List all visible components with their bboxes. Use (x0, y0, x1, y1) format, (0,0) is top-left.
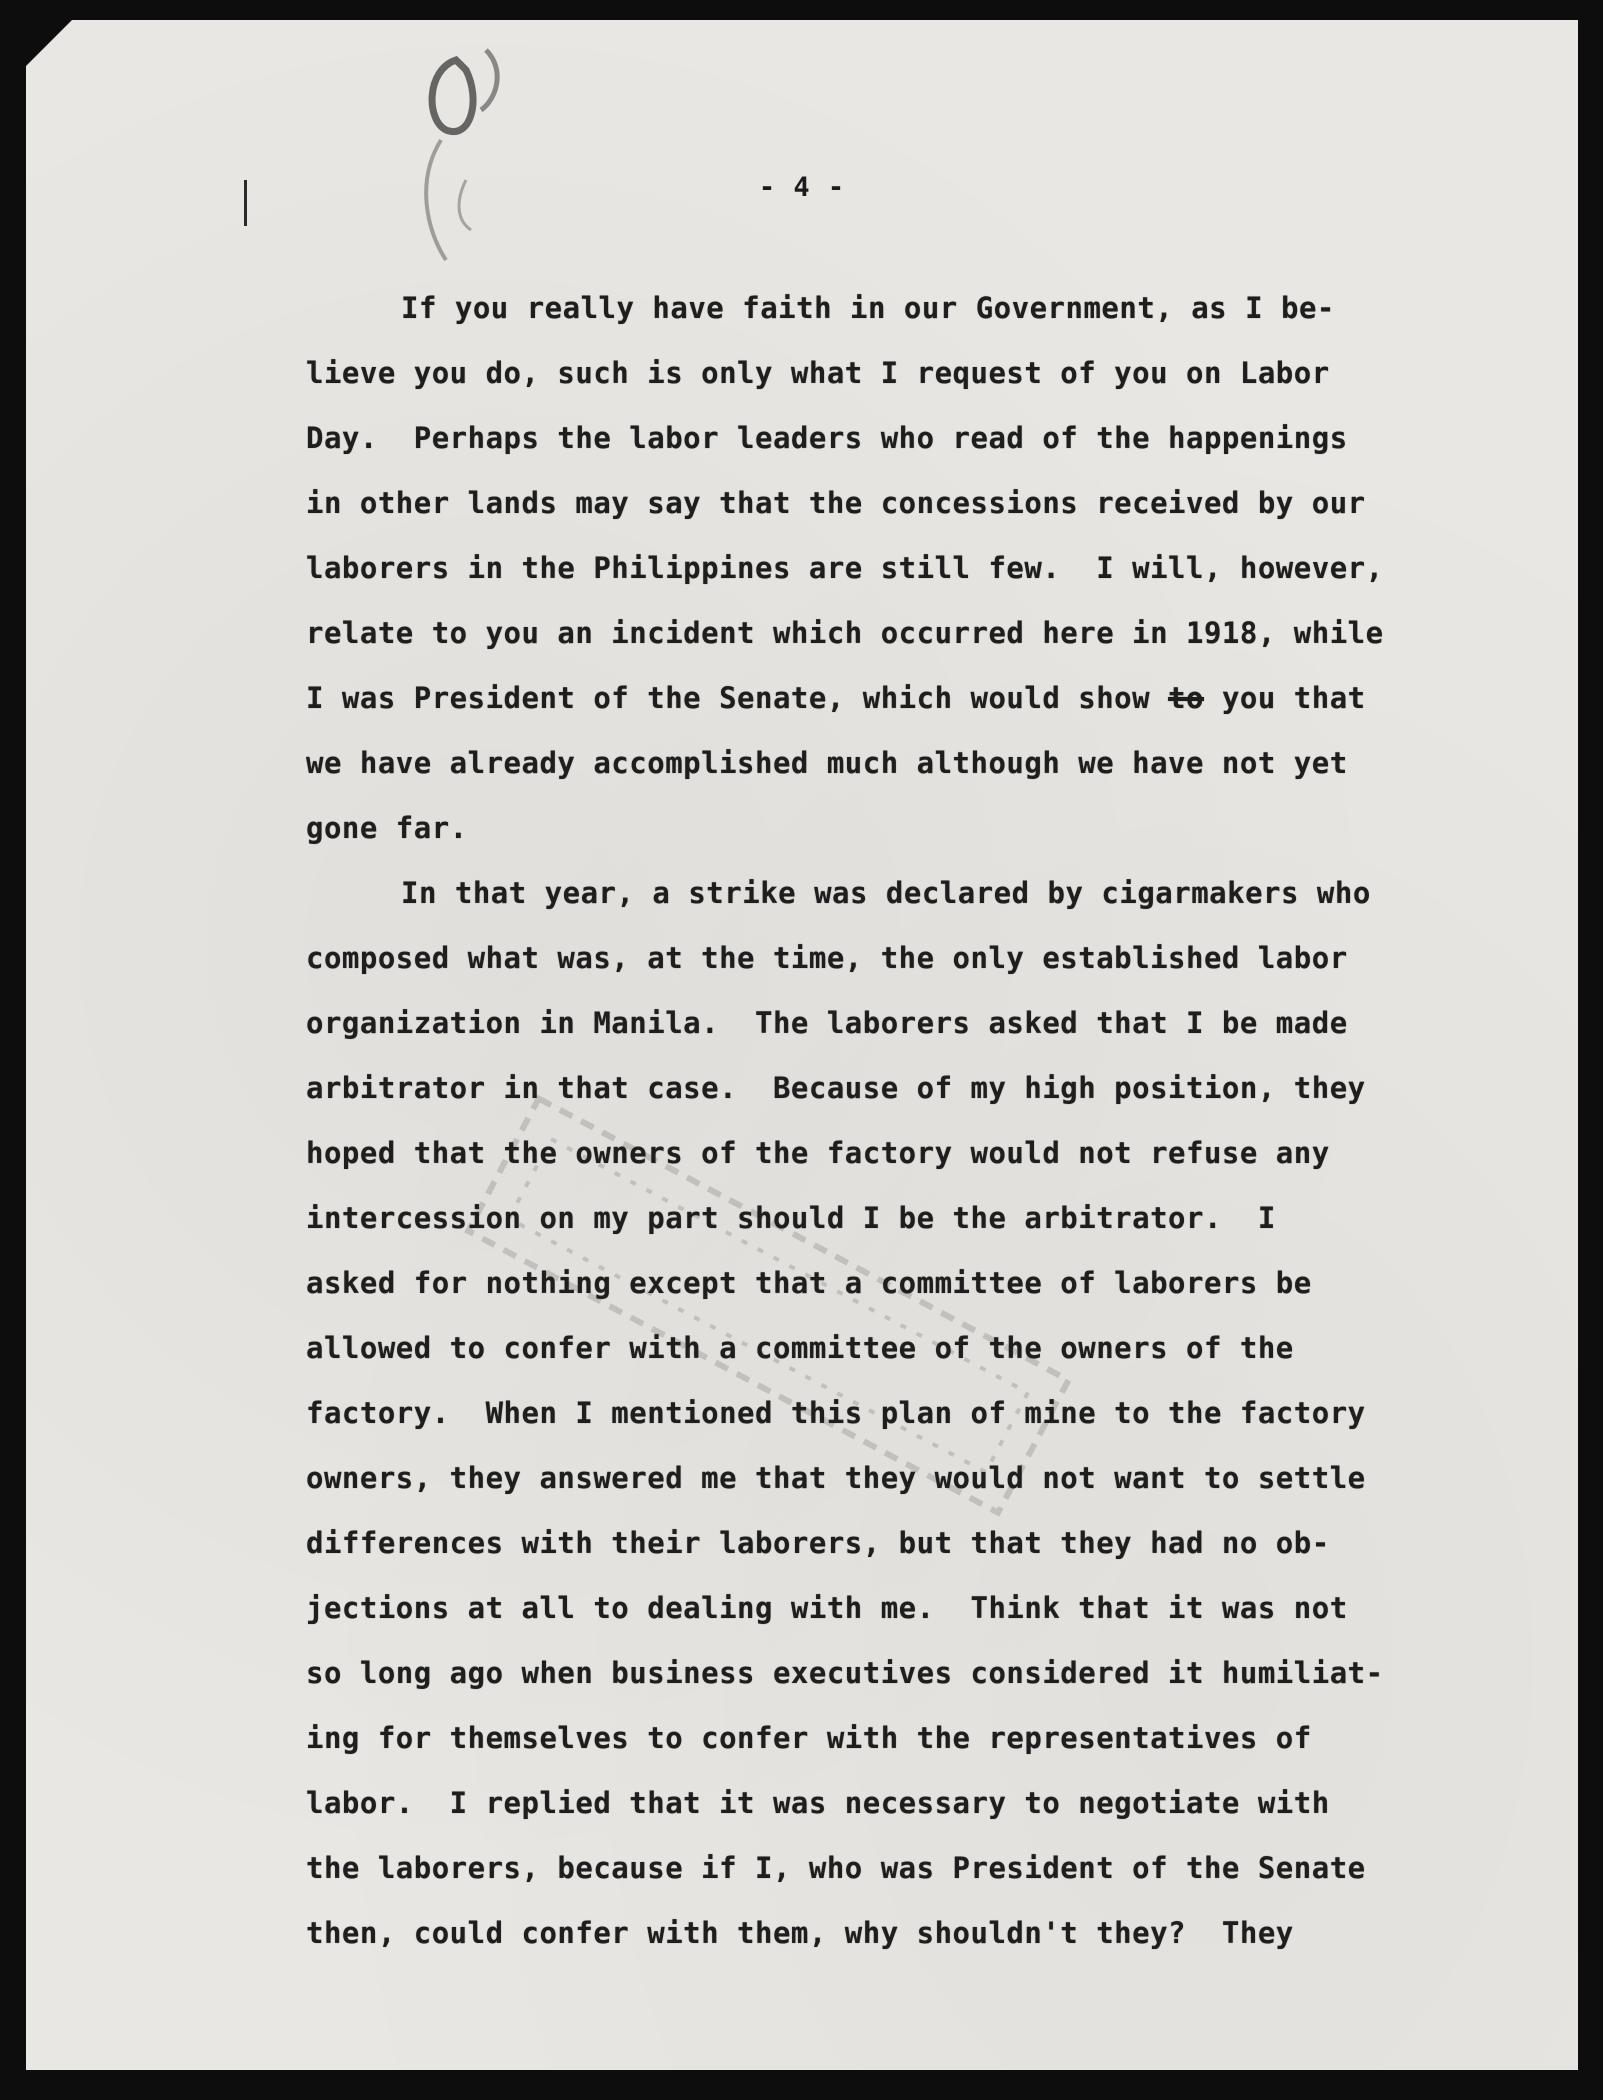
text-line: owners, they answered me that they would not want to settle (306, 1461, 1366, 1495)
text-segment: you that (1203, 681, 1366, 715)
text-line: arbitrator in that case. Because of my high position, they (306, 1071, 1366, 1105)
text-line: we have already accomplished much although we have not yet (306, 746, 1348, 780)
text-line: Day. Perhaps the labor leaders who read of the happenings (306, 421, 1348, 455)
text-line: intercession on my part should I be the arbitrator. I (306, 1201, 1276, 1235)
page-number: - 4 - (758, 172, 846, 203)
text-line: composed what was, at the time, the only established labor (306, 941, 1348, 975)
scan-corner-mark (26, 20, 72, 66)
text-segment: I was President of the Senate, which would show (306, 681, 1169, 715)
struck-out-word: to (1168, 681, 1204, 715)
text-line: hoped that the owners of the factory would not refuse any (306, 1136, 1330, 1170)
text-line: allowed to confer with a committee of the owners of the (306, 1331, 1294, 1365)
text-line: jections at all to dealing with me. Think that it was not (306, 1591, 1348, 1625)
text-line: relate to you an incident which occurred here in 1918, while (306, 616, 1384, 650)
text-line: laborers in the Philippines are still few. I will, however, (306, 551, 1384, 585)
text-line: In that year, a strike was declared by cigarmakers who (401, 876, 1371, 910)
text-line: If you really have faith in our Government, as I be- (401, 291, 1335, 325)
text-line: factory. When I mentioned this plan of mine to the factory (306, 1396, 1366, 1430)
text-line-with-correction (306, 666, 1506, 731)
text-line: organization in Manila. The laborers asked that I be made (306, 1006, 1348, 1040)
text-line: ing for themselves to confer with the representatives of (306, 1721, 1312, 1755)
text-line: in other lands may say that the concessions received by our (306, 486, 1366, 520)
text-line: labor. I replied that it was necessary to negotiate with (306, 1786, 1330, 1820)
text-line: differences with their laborers, but that they had no ob- (306, 1526, 1330, 1560)
text-line: then, could confer with them, why shouldn't they? They (306, 1916, 1294, 1950)
typed-page (26, 20, 1578, 2070)
ink-stain (386, 30, 556, 280)
text-line: gone far. (306, 811, 468, 845)
text-line: the laborers, because if I, who was President of the Senate (306, 1851, 1366, 1885)
text-line: so long ago when business executives considered it humiliat- (306, 1656, 1384, 1690)
text-line: asked for nothing except that a committee of laborers be (306, 1266, 1312, 1300)
text-line: lieve you do, such is only what I request of you on Labor (306, 356, 1330, 390)
body-text (306, 276, 1506, 1966)
